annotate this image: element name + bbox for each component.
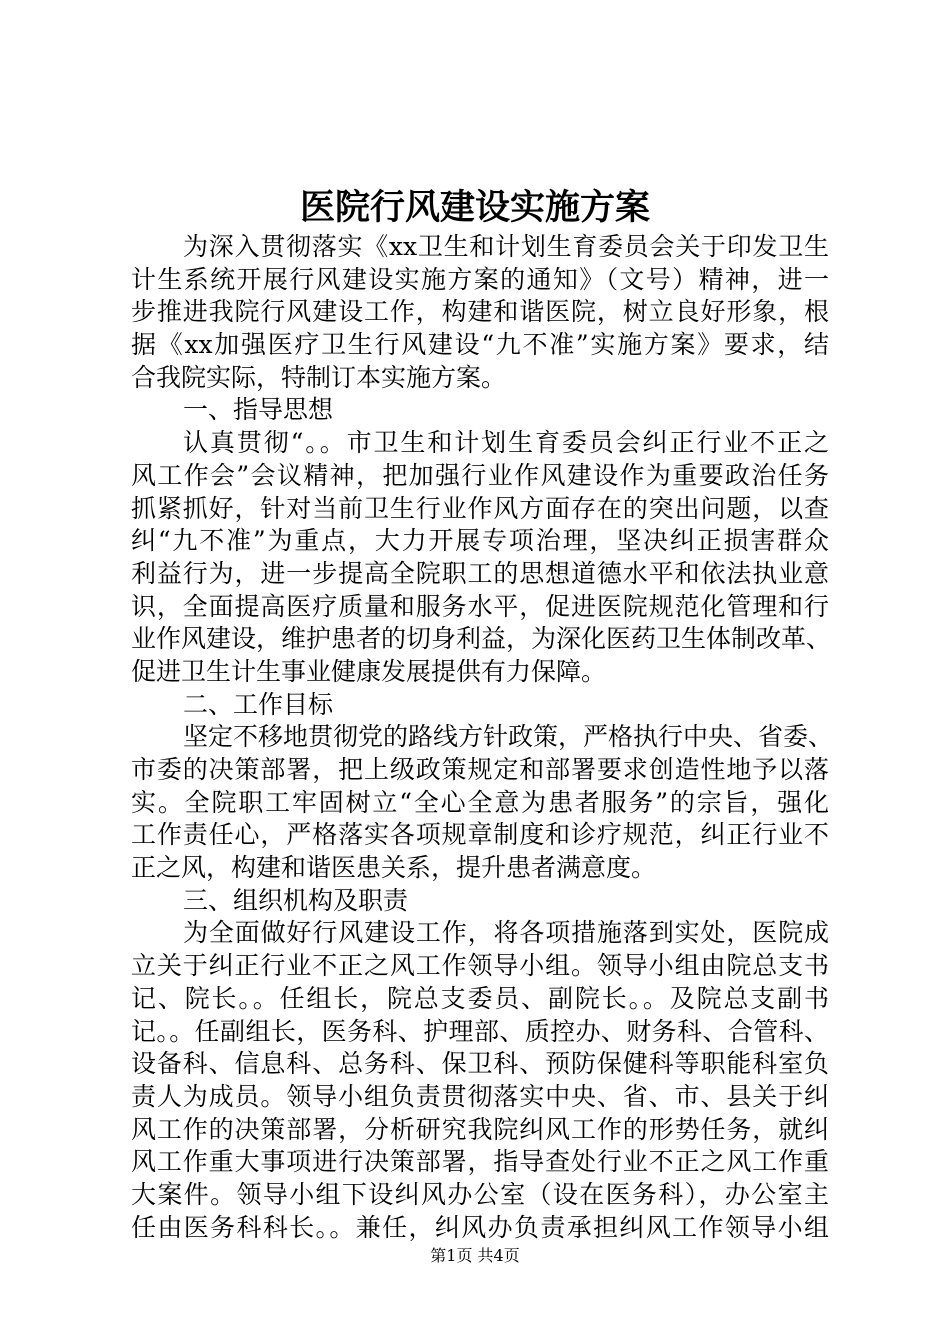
- text-line: 一、指导思想: [183, 395, 334, 425]
- text-line: 业作风建设，维护患者的切身利益，为深化医药卫生体制改革、: [131, 624, 832, 654]
- text-line: 设备科、信息科、总务科、保卫科、预防保健科等职能科室负: [131, 1049, 829, 1079]
- text-line: 步推进我院行风建设工作，构建和谐医院，树立良好形象，根: [131, 297, 829, 327]
- text-line: 三、组织机构及职责: [183, 885, 409, 915]
- text-line: 大案件。领导小组下设纠风办公室（设在医务科），办公室主: [131, 1179, 829, 1209]
- text-line: 记。。任副组长，医务科、护理部、质控办、财务科、合管科、: [131, 1016, 829, 1046]
- text-line: 任由医务科科长。。兼任，纠风办负责承担纠风工作领导小组: [131, 1212, 829, 1242]
- document-body: [131, 231, 834, 1244]
- text-line: 记、院长。。任组长，院总支委员、副院长。。及院总支副书: [131, 983, 829, 1013]
- text-line: 风工作的决策部署，分析研究我院纠风工作的形势任务，就纠: [131, 1114, 829, 1144]
- text-line: 工作责任心，严格落实各项规章制度和诊疗规范，纠正行业不: [131, 820, 829, 850]
- text-line: 立关于纠正行业不正之风工作领导小组。领导小组由院总支书: [131, 951, 829, 981]
- text-line: 计生系统开展行风建设实施方案的通知》（文号）精神，进一: [131, 264, 829, 294]
- text-line: 利益行为，进一步提高全院职工的思想道德水平和依法执业意: [131, 558, 829, 588]
- text-line: 促进卫生计生事业健康发展提供有力保障。: [131, 656, 607, 686]
- text-line: 二、工作目标: [183, 689, 334, 719]
- text-line: 责人为成员。领导小组负责贯彻落实中央、省、市、县关于纠: [131, 1081, 829, 1111]
- text-line: 为深入贯彻落实《xx卫生和计划生育委员会关于印发卫生: [183, 232, 829, 261]
- text-line: 抓紧抓好，针对当前卫生行业作风方面存在的突出问题，以查: [131, 493, 829, 523]
- document-title: 医院行风建设实施方案: [299, 187, 650, 228]
- text-line: 合我院实际，特制订本实施方案。: [131, 362, 507, 392]
- text-line: 风工作重大事项进行决策部署，指导查处行业不正之风工作重: [131, 1147, 829, 1177]
- text-line: 识，全面提高医疗质量和服务水平，促进医院规范化管理和行: [131, 591, 829, 621]
- text-line: 市委的决策部署，把上级政策规定和部署要求创造性地予以落: [131, 755, 829, 784]
- text-line: 为全面做好行风建设工作，将各项措施落到实处，医院成: [183, 918, 829, 948]
- page-footer: 第1页 共4页: [430, 1246, 520, 1265]
- text-line: 认真贯彻“。。市卫生和计划生育委员会纠正行业不正之: [183, 428, 829, 458]
- text-line: 实。全院职工牢固树立“全心全意为患者服务”的宗旨，强化: [131, 787, 829, 817]
- text-line: 正之风，构建和谐医患关系，提升患者满意度。: [131, 853, 657, 883]
- text-line: 据《xx加强医疗卫生行风建设“九不准”实施方案》要求，结: [131, 330, 829, 360]
- text-line: 风工作会”会议精神，把加强行业作风建设作为重要政治任务: [131, 460, 829, 490]
- text-line: 纠“九不准”为重点，大力开展专项治理，坚决纠正损害群众: [131, 526, 829, 556]
- text-line: 坚定不移地贯彻党的路线方针政策，严格执行中央、省委、: [183, 722, 834, 752]
